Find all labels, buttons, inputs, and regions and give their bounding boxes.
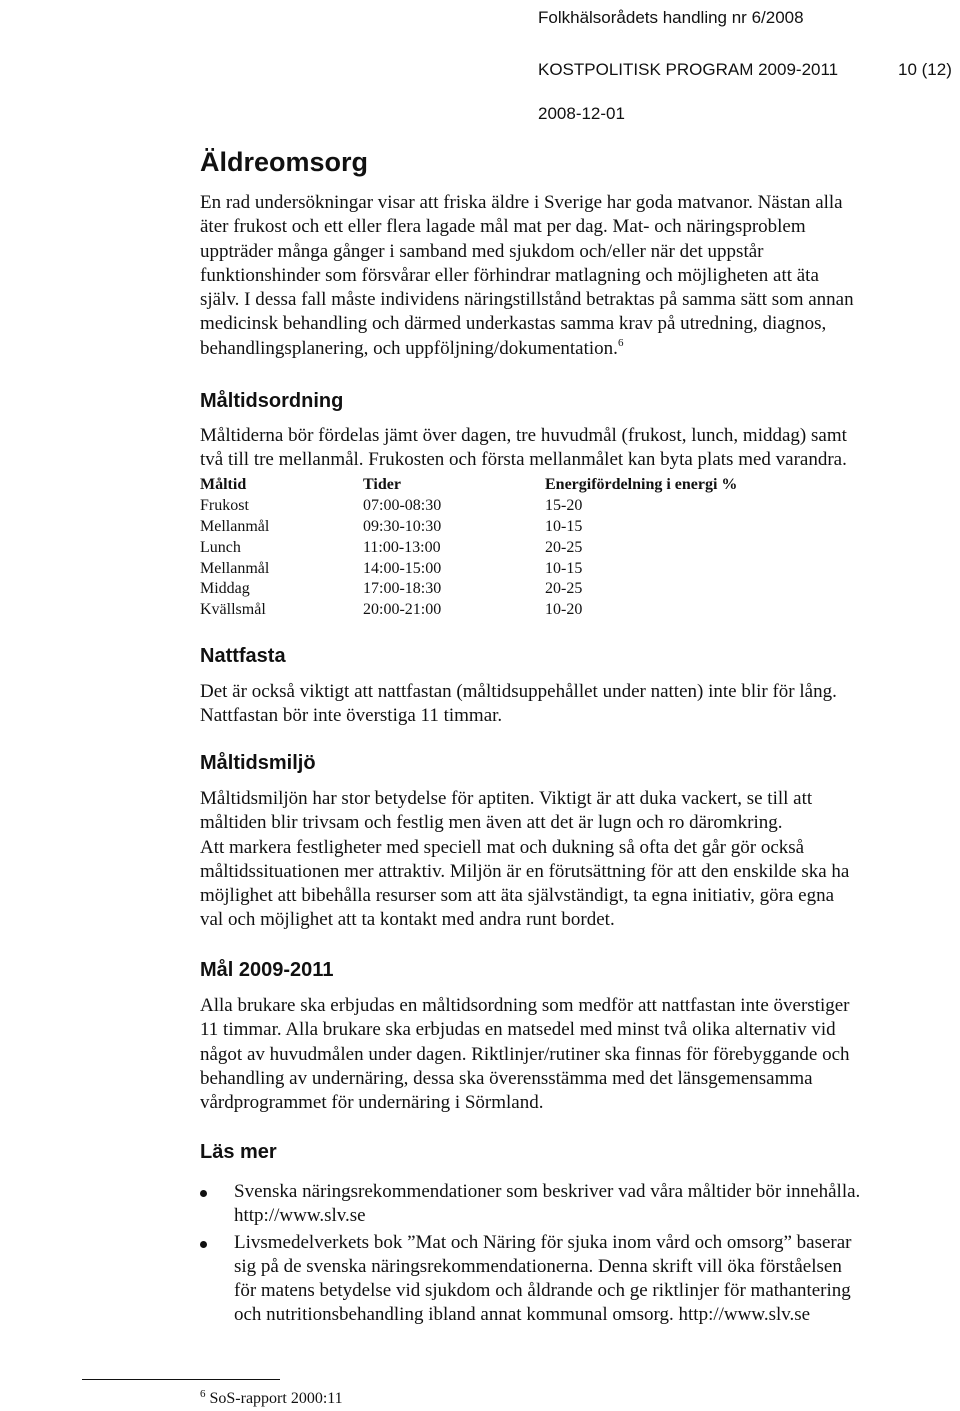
maltidsordning-paragraph bbox=[200, 424, 847, 473]
table-cell-energy: 20-25 bbox=[545, 538, 583, 556]
header-page-number: 10 (12) bbox=[898, 60, 952, 79]
footnote-reference[interactable]: 6 bbox=[617, 336, 624, 349]
nattfasta-heading: Nattfasta bbox=[200, 645, 286, 667]
mal-line: något av huvudmålen under dagen. Riktlinjer/rutiner ska finnas för förebyggande och bbox=[200, 1043, 850, 1065]
intro-line: funktionshinder som försvårar eller förhindrar matlagning och möjligheten att äta bbox=[200, 264, 819, 286]
list-item-line: Svenska näringsrekommendationer som beskriver vad våra måltider bör innehålla. bbox=[234, 1181, 861, 1202]
mal-line: behandling av undernäring, dessa ska överensstämma med det länsgemensamma bbox=[200, 1067, 813, 1089]
table-cell-time: 11:00-13:00 bbox=[363, 538, 441, 556]
table-cell-time: 14:00-15:00 bbox=[363, 559, 442, 577]
table-cell-meal: Lunch bbox=[200, 538, 241, 556]
table-cell-energy: 10-15 bbox=[545, 517, 583, 535]
maltidsmiljo-line: Måltidsmiljön har stor betydelse för aptiten. Viktigt är att duka vackert, se till att bbox=[200, 788, 813, 809]
intro-line: äter frukost och ett eller flera lagade mål mat per dag. Mat- och näringsproblem bbox=[200, 216, 806, 238]
mal-heading: Mål 2009-2011 bbox=[200, 959, 334, 981]
list-item-line-with-link[interactable]: och nutritionsbehandling ibland annat kommunal omsorg. http://www.slv.se bbox=[234, 1304, 811, 1326]
nattfasta-line: Nattfastan bör inte överstiga 11 timmar. bbox=[200, 705, 503, 727]
intro-line: medicinsk behandling och därmed underkastas samma krav på utredning, diagnos, bbox=[200, 313, 827, 335]
intro-paragraph bbox=[200, 191, 854, 361]
maltidsmiljo-line: möjlighet att bibehålla resurser som att äta självständigt, ta egna initiativ, göra egna bbox=[200, 885, 835, 907]
header-date: 2008-12-01 bbox=[538, 104, 625, 123]
read-more-list bbox=[200, 1180, 860, 1330]
table-header-row bbox=[200, 475, 737, 496]
mal-line: 11 timmar. Alla brukare ska erbjudas en matsedel med minst två olika alternativ vid bbox=[200, 1019, 836, 1041]
table-cell-energy: 10-20 bbox=[545, 601, 583, 619]
footnote bbox=[200, 1390, 343, 1408]
table-header-meal: Måltid bbox=[200, 476, 247, 494]
table-cell-meal: Mellanmål bbox=[200, 559, 270, 577]
header-org: Folkhälsorådets handling nr 6/2008 bbox=[538, 8, 804, 27]
maltidsmiljo-line: Att markera festligheter med speciell mat och dukning så ofta det går gör också bbox=[200, 836, 805, 858]
table-cell-time: 20:00-21:00 bbox=[363, 601, 442, 619]
intro-line: själv. I dessa fall måste individens näringstillstånd betraktas på samma sätt som annan bbox=[200, 289, 854, 311]
list-item bbox=[200, 1180, 860, 1229]
table-row bbox=[200, 579, 737, 600]
maltidsordning-line: Måltiderna bör fördelas jämt över dagen, tre huvudmål (frukost, lunch, middag) samt bbox=[200, 425, 847, 446]
intro-line: En rad undersökningar visar att friska äldre i Sverige har goda matvanor. Nästan alla bbox=[200, 192, 843, 213]
header-program: KOSTPOLITISK PROGRAM 2009-2011 bbox=[538, 60, 839, 79]
section-title: Äldreomsorg bbox=[200, 147, 369, 177]
bullet-icon bbox=[200, 1241, 207, 1248]
nattfasta-paragraph bbox=[200, 680, 837, 729]
bullet-icon bbox=[200, 1190, 207, 1197]
link-slv[interactable]: http://www.slv.se bbox=[234, 1205, 366, 1227]
mal-line: Alla brukare ska erbjudas en måltidsordning som medför att nattfastan inte överstiger bbox=[200, 995, 850, 1016]
footnote-number: 6 bbox=[200, 1388, 206, 1400]
maltidsmiljo-line: måltiden blir trivsam och festlig men även att det är lugn och ro däromkring. bbox=[200, 812, 783, 834]
las-mer-heading: Läs mer bbox=[200, 1141, 277, 1163]
nattfasta-line: Det är också viktigt att nattfastan (måltidsuppehållet under natten) inte blir för lång. bbox=[200, 681, 837, 702]
footnote-divider bbox=[82, 1379, 280, 1380]
table-cell-energy: 20-25 bbox=[545, 580, 583, 598]
maltidsmiljo-paragraph bbox=[200, 787, 849, 933]
table-cell-time: 09:30-10:30 bbox=[363, 517, 442, 535]
table-cell-meal: Kvällsmål bbox=[200, 601, 266, 619]
table-cell-meal: Middag bbox=[200, 580, 250, 598]
table-header-energy: Energifördelning i energi % bbox=[545, 476, 738, 494]
intro-line: behandlingsplanering, och uppföljning/dokumentation. bbox=[200, 337, 618, 359]
list-item-line: för matens betydelse vid sjukdom och åldrande och ge riktlinjer för mathantering bbox=[234, 1280, 851, 1302]
table-row bbox=[200, 558, 737, 579]
intro-line-last bbox=[200, 337, 854, 361]
maltidsordning-heading: Måltidsordning bbox=[200, 390, 344, 412]
maltidsmiljo-line: måltidssituationen mer attraktiv. Miljön är en förutsättning för att den enskilde ska ha bbox=[200, 860, 850, 882]
footnote-text: SoS-rapport 2000:11 bbox=[209, 1390, 343, 1407]
table-row bbox=[200, 600, 737, 621]
maltidsmiljo-line: val och möjlighet att ta kontakt med andra runt bordet. bbox=[200, 909, 615, 931]
list-item-line: Livsmedelverkets bok ”Mat och Näring för sjuka inom vård och omsorg” baserar bbox=[234, 1231, 852, 1253]
list-item-line: sig på de svenska näringsrekommendationerna. Denna skrift vill öka förståelsen bbox=[234, 1255, 842, 1277]
maltidsordning-line: två till tre mellanmål. Frukosten och första mellanmålet kan byta plats med varandra. bbox=[200, 449, 847, 471]
table-cell-time: 07:00-08:30 bbox=[363, 497, 442, 515]
table-cell-energy: 15-20 bbox=[545, 497, 583, 515]
table-cell-meal: Frukost bbox=[200, 497, 249, 515]
maltidsmiljo-heading: Måltidsmiljö bbox=[200, 752, 316, 774]
table-row bbox=[200, 537, 737, 558]
table-cell-time: 17:00-18:30 bbox=[363, 580, 442, 598]
table-row bbox=[200, 496, 737, 517]
list-item bbox=[200, 1231, 860, 1328]
table-row bbox=[200, 517, 737, 538]
table-header-times: Tider bbox=[363, 476, 401, 494]
intro-line: uppträder många gånger i samband med sjukdom och/eller när det uppstår bbox=[200, 240, 764, 262]
table-cell-energy: 10-15 bbox=[545, 559, 583, 577]
meal-schedule-table bbox=[200, 475, 737, 621]
mal-line: vårdprogrammet för undernäring i Sörmland. bbox=[200, 1092, 544, 1114]
table-cell-meal: Mellanmål bbox=[200, 517, 270, 535]
mal-paragraph bbox=[200, 994, 850, 1115]
